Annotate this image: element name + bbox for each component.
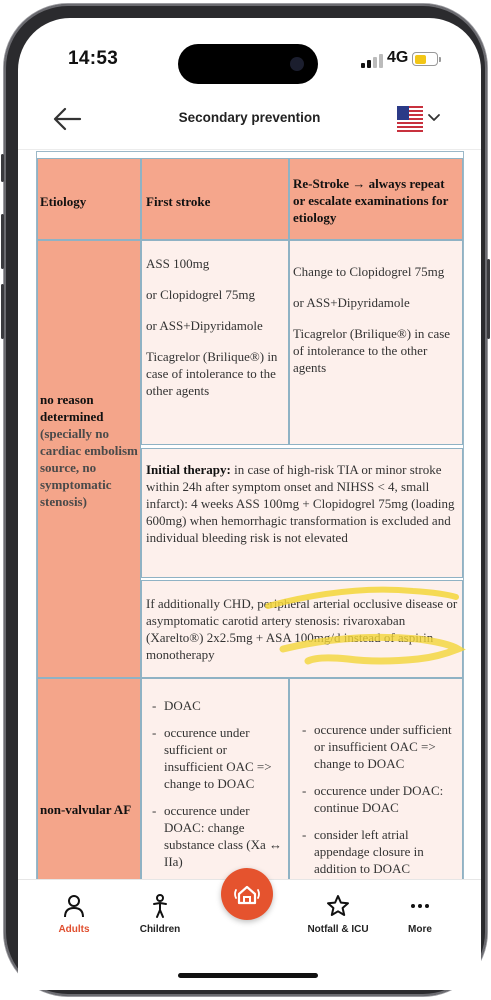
home-indicator bbox=[178, 973, 318, 978]
page-title: Secondary prevention bbox=[178, 110, 321, 125]
signal-icon bbox=[361, 54, 383, 68]
bottom-tab-bar bbox=[18, 879, 481, 990]
volume-up-button bbox=[1, 214, 4, 269]
nav-header bbox=[18, 88, 481, 150]
star-icon bbox=[326, 894, 350, 918]
person-icon bbox=[63, 894, 85, 918]
network-type: 4G bbox=[387, 49, 409, 66]
status-time: 14:53 bbox=[68, 48, 119, 69]
power-button bbox=[487, 259, 490, 339]
screen bbox=[18, 18, 481, 990]
phone-frame bbox=[4, 4, 487, 996]
header-re-stroke: Re-Stroke → always repeat or escalate examinations for etiology bbox=[289, 158, 463, 240]
etiology-no-reason: no reason determined (specially no cardiac embolism source, no symptomatic stenosis) bbox=[37, 240, 141, 678]
home-button[interactable] bbox=[221, 868, 273, 920]
content-scroll[interactable] bbox=[18, 151, 481, 879]
tab-children[interactable]: Children bbox=[120, 894, 200, 935]
first-stroke-af: - DOAC - occurence under sufficient or insufficient OAC => change to DOAC - occurence under DOAC: change substance class (Xa ↔ IIa) - bbox=[141, 678, 289, 918]
tab-notfall-icu[interactable]: Notfall & ICU bbox=[298, 894, 378, 935]
dynamic-island bbox=[178, 44, 318, 84]
home-icon bbox=[231, 878, 263, 910]
volume-down-button bbox=[1, 284, 4, 339]
battery-icon bbox=[412, 52, 438, 66]
action-button bbox=[1, 154, 4, 182]
chd-therapy-cell: If additionally CHD, peripheral arterial occlusive disease or asymptomatic carotid artery stenosis: rivaroxaban (Xarelto®) 2x2.5mg + ASA 100mg/d instead of aspirin monotherapy bbox=[141, 580, 463, 678]
initial-therapy-cell: Initial therapy: in case of high-risk TIA or minor stroke within 24h after symptom onset and NIHSS < 4, small infarct): 4 weeks ASS 100mg + Clopidogrel 75mg (loading 600mg) when hemorrhagic transformation is excluded and individual bleeding risk is not elevated bbox=[141, 448, 463, 578]
tab-more[interactable]: More bbox=[380, 894, 460, 935]
child-icon bbox=[149, 894, 171, 918]
therapy-table bbox=[36, 151, 464, 891]
status-bar bbox=[18, 18, 481, 88]
chevron-down-icon[interactable] bbox=[428, 113, 440, 123]
re-stroke-antiplatelet: Change to Clopidogrel 75mg or ASS+Dipyridamole Ticagrelor (Brilique®) in case of intolerance to the other agents bbox=[289, 240, 463, 445]
header-first-stroke: First stroke bbox=[141, 158, 289, 240]
us-flag-icon[interactable] bbox=[397, 106, 423, 132]
header-etiology: Etiology bbox=[37, 158, 141, 240]
first-stroke-antiplatelet: ASS 100mg or Clopidogrel 75mg or ASS+Dipyridamole Ticagrelor (Brilique®) in case of intolerance to the other agents bbox=[141, 240, 289, 445]
tab-adults[interactable]: Adults bbox=[34, 894, 114, 935]
camera-icon bbox=[290, 57, 304, 71]
etiology-non-valvular-af: non-valvular AF bbox=[37, 678, 141, 918]
more-icon bbox=[408, 894, 432, 918]
re-stroke-af: - occurence under sufficient or insufficient OAC => change to DOAC - occurence under DOAC: continue DOAC - consider left atrial appendage closure in addition to DOAC bbox=[289, 678, 463, 918]
